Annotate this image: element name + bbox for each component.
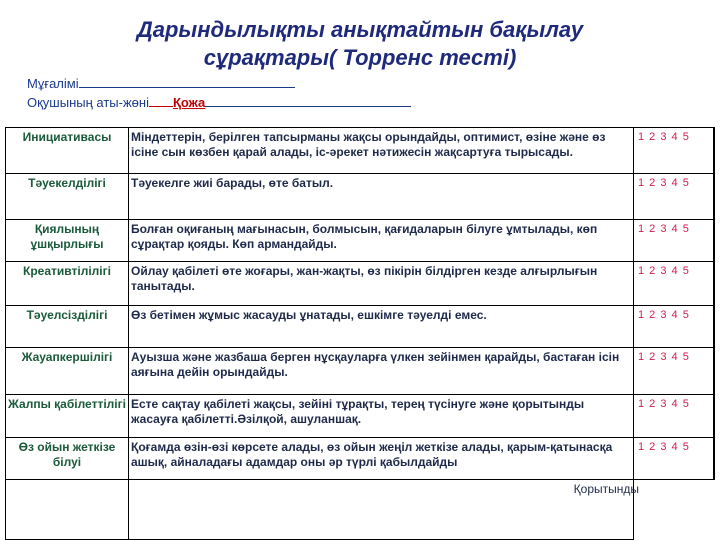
criterion-cell: Жалпы қабілеттілігі bbox=[6, 395, 129, 438]
title-line-1: Дарындылықты анықтайтын бақылау bbox=[136, 17, 584, 42]
description-cell: Тәуекелге жиі барады, өте батыл. bbox=[129, 174, 634, 220]
table-row bbox=[6, 174, 715, 220]
table-row bbox=[6, 306, 715, 348]
table-row bbox=[6, 220, 715, 262]
description-cell: Ауызша және жазбаша берген нұсқауларға үлкен зейінмен қарайды, бастаған ісін аяғына дейін орындайды. bbox=[129, 348, 634, 395]
criterion-cell: Тәуекелділігі bbox=[6, 174, 129, 220]
student-blank-prefix bbox=[149, 94, 173, 107]
criterion-cell: Инициативасы bbox=[6, 128, 129, 174]
scale-cell[interactable]: 1 2 3 4 5 bbox=[634, 174, 715, 220]
scale-cell[interactable]: 1 2 3 4 5 bbox=[634, 306, 715, 348]
scale-cell[interactable]: 1 2 3 4 5 bbox=[634, 348, 715, 395]
table-row bbox=[6, 262, 715, 306]
criterion-cell: Креативтілілігі bbox=[6, 262, 129, 306]
scale-cell[interactable]: 1 2 3 4 5 bbox=[634, 438, 715, 480]
scale-cell[interactable]: 1 2 3 4 5 bbox=[634, 395, 715, 438]
teacher-line bbox=[27, 75, 295, 92]
description-cell: Ойлау қабілеті өте жоғары, жан-жақты, өз пікірін білдірген кезде алғырлығын танытады. bbox=[129, 262, 634, 306]
result-scale-empty bbox=[634, 480, 715, 540]
result-cell[interactable] bbox=[129, 480, 639, 540]
criterion-cell: Қиялының ұшқырлығы bbox=[6, 220, 129, 262]
result-label: Қорытынды bbox=[573, 482, 639, 496]
scale-cell[interactable]: 1 2 3 4 5 bbox=[634, 128, 715, 174]
criteria-table bbox=[5, 127, 715, 540]
table-row bbox=[6, 395, 715, 438]
table-row bbox=[6, 128, 715, 174]
criterion-cell: Тәуелсізділігі bbox=[6, 306, 129, 348]
description-cell: Қоғамда өзін-өзі көрсете алады, өз ойын жеңіл жеткізе алады, қарым-қатынасқа ашық, айналадағы адамдар оны әр түрлі қабылдайды bbox=[129, 438, 634, 480]
student-line bbox=[27, 94, 411, 111]
description-cell: Болған оқиғаның мағынасын, болмысын, қағидаларын білуге ұмтылады, көп сұрақтар қояды. Көп армандайды. bbox=[129, 220, 634, 262]
description-cell: Өз бетімен жұмыс жасауды ұнатады, ешкімге тәуелді емес. bbox=[129, 306, 634, 348]
result-row bbox=[6, 480, 715, 540]
criterion-cell: Жауапкершілігі bbox=[6, 348, 129, 395]
description-cell: Есте сақтау қабілеті жақсы, зейіні тұрақты, терең түсінуге және қорытынды жасауға қабілетті.Әзілқой, ашуланшақ. bbox=[129, 395, 634, 438]
scale-cell[interactable]: 1 2 3 4 5 bbox=[634, 262, 715, 306]
teacher-label: Мұғалімі bbox=[27, 76, 79, 91]
description-cell: Міндеттерін, берілген тапсырманы жақсы орындайды, оптимист, өзіне және өз ісіне сын көзбен қарай алады, іс-әрекет нәтижесін жақсартуға тырысады. bbox=[129, 128, 634, 174]
teacher-blank[interactable] bbox=[79, 75, 295, 88]
table-row bbox=[6, 348, 715, 395]
scale-cell[interactable]: 1 2 3 4 5 bbox=[634, 220, 715, 262]
table-row bbox=[6, 438, 715, 480]
student-blank[interactable] bbox=[205, 94, 411, 107]
page-title bbox=[0, 16, 720, 72]
student-name[interactable]: Қожа bbox=[172, 95, 206, 110]
student-label: Оқушының аты-жөні bbox=[27, 95, 149, 110]
criterion-cell: Өз ойын жеткізе білуі bbox=[6, 438, 129, 480]
title-line-2: сұрақтары( Торренс тесті) bbox=[203, 45, 517, 70]
result-empty-cell bbox=[6, 480, 129, 540]
